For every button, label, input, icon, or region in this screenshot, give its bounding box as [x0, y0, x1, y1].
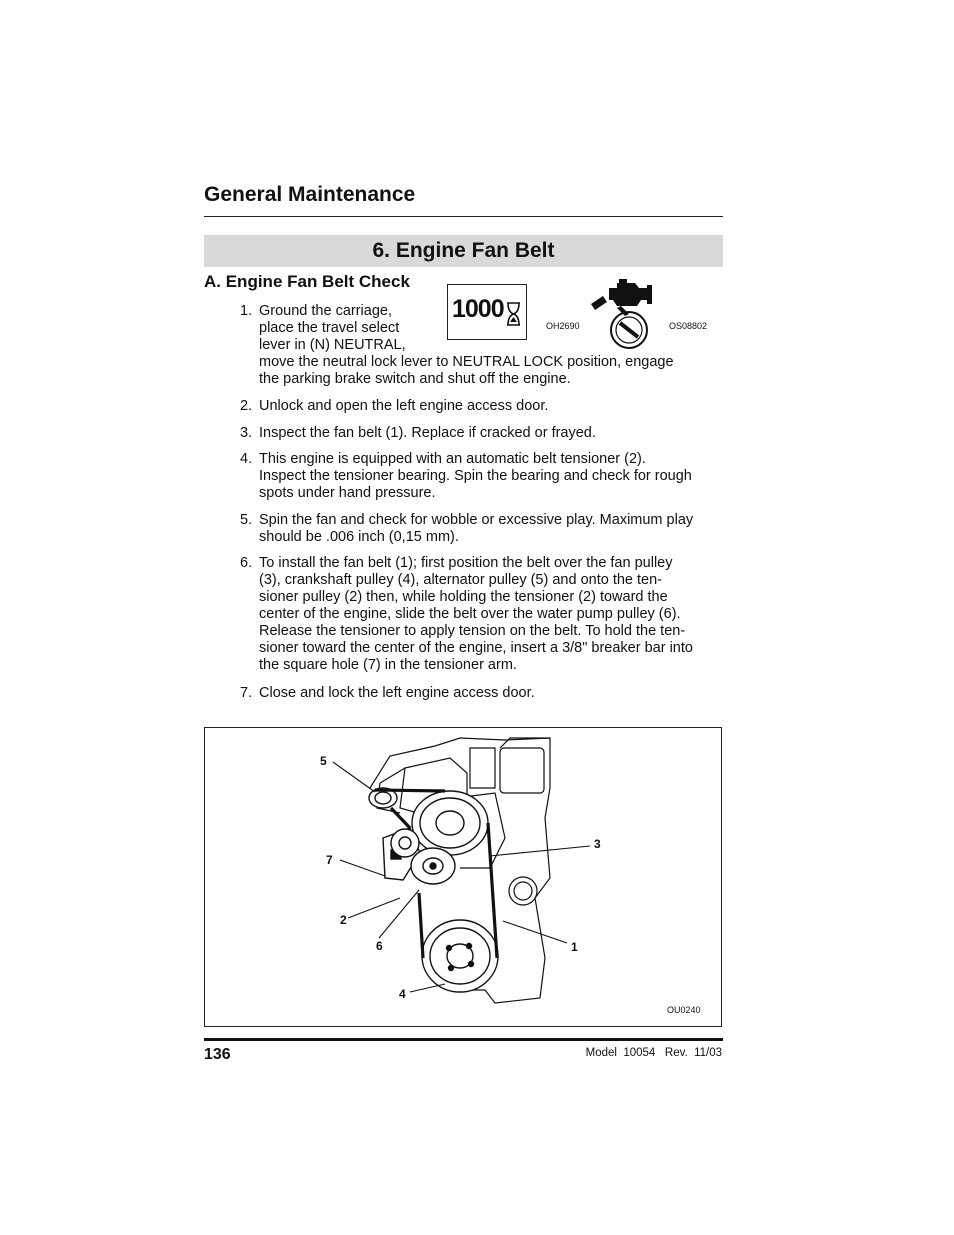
callout-square-hole: 7 — [326, 853, 333, 867]
step-line: move the neutral lock lever to NEUTRAL LOCK position, engage — [259, 354, 674, 370]
step-number: 7. — [240, 685, 253, 701]
step-line: lever in (N) NEUTRAL, — [259, 337, 406, 353]
step-number: 1. — [240, 303, 253, 319]
step-line: Release the tensioner to apply tension on the belt. To hold the ten- — [259, 623, 686, 639]
step-line: the square hole (7) in the tensioner arm. — [259, 657, 517, 673]
step-line: This engine is equipped with an automatic belt tensioner (2). — [259, 451, 646, 467]
step-number: 6. — [240, 555, 253, 571]
chapter-banner — [204, 235, 723, 267]
step-line: Inspect the fan belt (1). Replace if cracked or frayed. — [259, 425, 596, 441]
step-line: spots under hand pressure. — [259, 485, 436, 501]
step-7 — [240, 685, 723, 703]
figure-code: OU0240 — [667, 1005, 701, 1015]
step-line: the parking brake switch and shut off the engine. — [259, 371, 571, 387]
header-divider — [204, 216, 723, 217]
step-2 — [240, 398, 723, 416]
step-line: (3), crankshaft pulley (4), alternator pulley (5) and onto the ten- — [259, 572, 662, 588]
callout-tensioner-pulley: 2 — [340, 913, 347, 927]
callout-fan-belt: 1 — [571, 940, 578, 954]
callout-water-pump-pulley: 6 — [376, 939, 383, 953]
callout-alternator-pulley: 5 — [320, 754, 327, 768]
footer-divider — [204, 1038, 723, 1041]
section-title: General Maintenance — [204, 183, 416, 206]
safety-icon-code: OS08802 — [669, 321, 708, 331]
step-line: place the travel select — [259, 320, 400, 336]
step-number: 2. — [240, 398, 253, 414]
callout-crankshaft-pulley: 4 — [399, 987, 406, 1001]
engine-belt-illustration — [205, 728, 721, 1026]
step-line: Ground the carriage, — [259, 303, 392, 319]
callout-fan-pulley: 3 — [594, 837, 601, 851]
step-line: To install the fan belt (1); first position the belt over the fan pulley — [259, 555, 673, 571]
interval-icon-code: OH2690 — [546, 321, 580, 331]
step-line: center of the engine, slide the belt over the water pump pulley (6). — [259, 606, 681, 622]
model-revision: Model 10054 Rev. 11/03 — [585, 1047, 722, 1059]
step-4 — [240, 451, 723, 503]
step-3 — [240, 425, 723, 443]
step-line: sioner pulley (2) then, while holding the tensioner (2) toward the — [259, 589, 668, 605]
step-line: should be .006 inch (0,15 mm). — [259, 529, 459, 545]
step-6 — [240, 555, 723, 677]
step-line: Spin the fan and check for wobble or excessive play. Maximum play — [259, 512, 694, 528]
step-line: Unlock and open the left engine access door. — [259, 398, 549, 414]
page-number: 136 — [204, 1046, 231, 1063]
step-5 — [240, 512, 723, 547]
step-line: Close and lock the left engine access door. — [259, 685, 535, 701]
step-line: Inspect the tensioner bearing. Spin the bearing and check for rough — [259, 468, 692, 484]
interval-hours: 1000 — [452, 295, 504, 323]
step-line: sioner toward the center of the engine, insert a 3/8" breaker bar into — [259, 640, 693, 656]
engine-belt-figure — [204, 727, 722, 1027]
subsection-title: A. Engine Fan Belt Check — [204, 272, 410, 291]
step-number: 3. — [240, 425, 253, 441]
step-1 — [240, 303, 723, 393]
step-number: 5. — [240, 512, 253, 528]
chapter-title: 6. Engine Fan Belt — [372, 239, 555, 262]
step-number: 4. — [240, 451, 253, 467]
